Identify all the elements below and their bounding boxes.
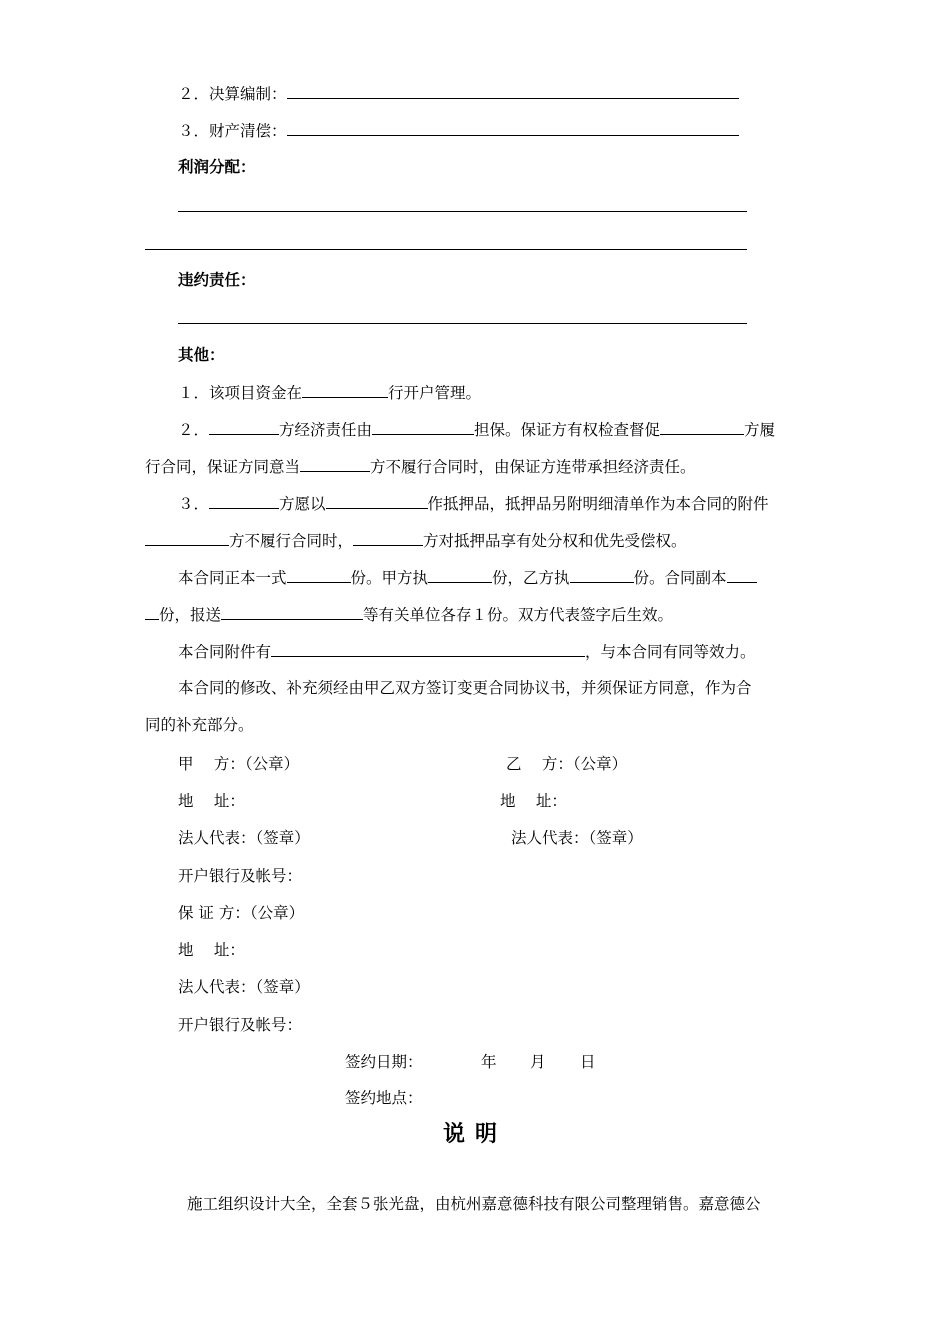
text: 担保。保证方有权检查督促 — [474, 421, 661, 439]
attachments-line — [178, 641, 756, 662]
guarantor-bank: 开户银行及帐号： — [178, 1016, 303, 1034]
party-a-bank: 开户银行及帐号： — [178, 867, 303, 885]
profit-blank-line-2 — [145, 249, 747, 250]
blank-line — [300, 456, 370, 472]
text: ，与本合同有同等效力。 — [585, 643, 756, 661]
blank-line — [326, 493, 428, 509]
blank-line — [727, 567, 757, 583]
party-b-label: 乙 方：（公章） — [506, 755, 628, 773]
blank-line — [287, 567, 351, 583]
party-a-label: 甲 方：（公章） — [178, 755, 300, 773]
text: 方对抵押品享有处分权和优先受偿权。 — [423, 532, 687, 550]
notes-title: 说明 — [442, 1122, 507, 1147]
blank-line — [209, 493, 279, 509]
blank-line — [271, 641, 585, 657]
notes-body: 施工组织设计大全，全套５张光盘，由杭州嘉意德科技有限公司整理销售。嘉意德公 — [187, 1195, 761, 1213]
text: 方不履行合同时，由保证方连带承担经济责任。 — [370, 458, 696, 476]
text: 方不履行合同时， — [229, 532, 354, 550]
breach-blank-line — [178, 323, 747, 324]
text: ２． — [178, 421, 210, 439]
text: 作抵押品，抵押品另附明细清单作为本合同的附件 — [427, 495, 769, 513]
guarantor-rep: 法人代表：（签章） — [178, 978, 310, 996]
blank-line — [570, 567, 634, 583]
signing-year: 年 — [481, 1053, 497, 1071]
text: 方愿以 — [279, 495, 326, 513]
modification-line-2: 同的补充部分。 — [145, 716, 254, 734]
party-a-rep: 法人代表：（签章） — [178, 829, 310, 847]
breach-heading: 违约责任： — [178, 271, 256, 289]
profit-heading: 利润分配： — [178, 158, 256, 176]
signing-date-label: 签约日期： — [345, 1053, 423, 1071]
text: 等有关单位各存１份。双方代表签字后生效。 — [363, 606, 674, 624]
others-item-3-line-1 — [178, 493, 769, 514]
blank-line — [428, 567, 492, 583]
party-b-address: 地 址： — [500, 792, 567, 810]
text: 份。甲方执 — [350, 569, 429, 587]
blank-line — [287, 120, 739, 136]
others-item-2-line-1 — [178, 419, 775, 440]
others-item-2-line-2 — [145, 456, 696, 477]
text: 份。合同副本 — [633, 569, 727, 587]
settlement-item-3 — [178, 120, 739, 141]
blank-line — [145, 530, 229, 546]
profit-blank-line-1 — [178, 211, 747, 212]
copies-line-1 — [178, 567, 757, 588]
blank-line — [302, 382, 388, 398]
text: １．该项目资金在 — [178, 384, 303, 402]
copies-line-2 — [145, 604, 673, 625]
blank-line — [287, 83, 739, 99]
others-item-1 — [178, 382, 481, 403]
blank-line — [372, 419, 474, 435]
settlement-item-3-label: ３．财产清偿： — [178, 122, 287, 140]
guarantor-label: 保 证 方：（公章） — [178, 904, 305, 922]
signing-day: 日 — [580, 1053, 596, 1071]
text: 份，报送 — [159, 606, 222, 624]
blank-line — [221, 604, 363, 620]
settlement-item-2 — [178, 83, 739, 104]
others-heading: 其他： — [178, 346, 225, 364]
blank-line — [209, 419, 279, 435]
party-a-address: 地 址： — [178, 792, 245, 810]
others-item-3-line-2 — [145, 530, 687, 551]
text: 本合同正本一式 — [178, 569, 287, 587]
signing-month: 月 — [530, 1053, 546, 1071]
blank-line — [145, 604, 159, 620]
modification-line-1: 本合同的修改、补充须经由甲乙双方签订变更合同协议书，并须保证方同意，作为合 — [178, 679, 752, 697]
text: 方经济责任由 — [279, 421, 373, 439]
text: 方履 — [744, 421, 776, 439]
party-b-rep: 法人代表：（签章） — [511, 829, 643, 847]
guarantor-address: 地 址： — [178, 941, 245, 959]
signing-place-label: 签约地点： — [345, 1089, 423, 1107]
blank-line — [353, 530, 423, 546]
blank-line — [660, 419, 744, 435]
text: 本合同附件有 — [178, 643, 272, 661]
text: 行开户管理。 — [388, 384, 482, 402]
text: ３． — [178, 495, 210, 513]
text: 行合同，保证方同意当 — [145, 458, 301, 476]
settlement-item-2-label: ２．决算编制： — [178, 85, 287, 103]
text: 份，乙方执 — [492, 569, 570, 587]
